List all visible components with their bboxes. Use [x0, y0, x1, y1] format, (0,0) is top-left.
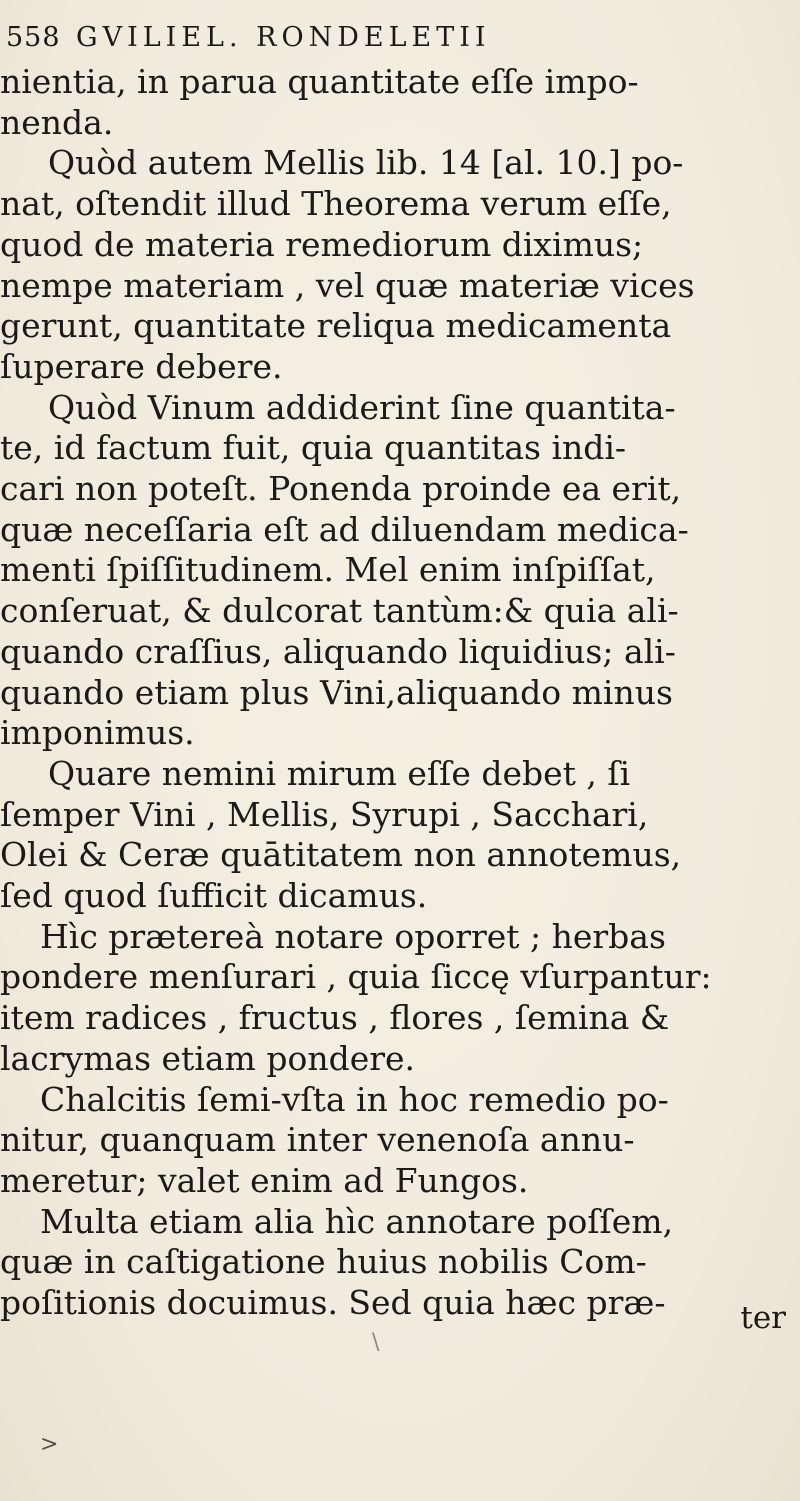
- text-line: quando craſſius, aliquando liquidius; ali-: [0, 631, 676, 671]
- running-head: GVILIEL. RONDELETII: [76, 22, 491, 53]
- text-line: nenda.: [0, 102, 114, 142]
- page-header: [6, 22, 786, 62]
- text-line: lacrymas etiam pondere.: [0, 1038, 416, 1078]
- page-number: 558: [6, 22, 61, 53]
- text-line: conſeruat, & dulcorat tantùm:& quia ali-: [0, 591, 679, 631]
- text-line: Multa etiam alia hìc annotare poſſem,: [40, 1201, 674, 1241]
- text-line: pondere menſurari , quia ſiccę vſurpantur:: [0, 957, 712, 997]
- text-line: ſed quod ſufficit dicamus.: [0, 876, 428, 915]
- ink-mark: \: [372, 1330, 380, 1355]
- catchword: ter: [740, 1300, 786, 1336]
- text-line: Quòd Vinum addiderint ſine quantita-: [48, 387, 676, 427]
- text-line: Chalcitis ſemi-vſta in hoc remedio po-: [40, 1079, 669, 1119]
- text-line: Quòd autem Mellis lib. 14 [al. 10.] po-: [48, 143, 684, 183]
- text-line: Quare nemini mirum eſſe debet , ſi: [48, 753, 631, 793]
- text-line: gerunt, quantitate reliqua medicamenta: [0, 306, 672, 346]
- text-line: imponimus.: [0, 713, 195, 753]
- text-line: meretur; valet enim ad Fungos.: [0, 1160, 529, 1200]
- text-line: menti ſpiſſitudinem. Mel enim inſpiſſat,: [0, 550, 656, 590]
- margin-mark: >: [40, 1432, 59, 1457]
- text-line: quod de materia remediorum diximus;: [0, 224, 644, 264]
- text-line: quæ in caſtigatione huius nobilis Com-: [0, 1242, 647, 1282]
- text-line: quæ neceſſaria eſt ad diluendam medica-: [0, 509, 689, 549]
- text-line: quando etiam plus Vini,aliquando minus: [0, 672, 673, 712]
- text-line: ſemper Vini , Mellis, Syrupi , Sacchari,: [0, 794, 649, 834]
- text-line: nempe materiam , vel quæ materiæ vices: [0, 265, 695, 305]
- text-line: nitur, quanquam inter venenoſa annu-: [0, 1120, 635, 1160]
- text-line: te, id factum fuit, quia quantitas indi-: [0, 428, 627, 468]
- text-line: ſuperare debere.: [0, 346, 283, 386]
- text-line: cari non poteſt. Ponenda proinde ea erit,: [0, 469, 682, 508]
- text-line: Olei & Ceræ quātitatem non annotemus,: [0, 835, 682, 875]
- text-line: nat, oſtendit illud Theorema verum eſſe,: [0, 184, 672, 224]
- text-line: item radices , fructus , flores , ſemina &: [0, 998, 670, 1038]
- text-line: poſitionis docuimus. Sed quia hæc præ-: [0, 1283, 666, 1322]
- text-line: Hìc prætereà notare oporret ; herbas: [40, 916, 666, 956]
- text-line: nientia, in parua quantitate eſſe impo-: [0, 62, 639, 101]
